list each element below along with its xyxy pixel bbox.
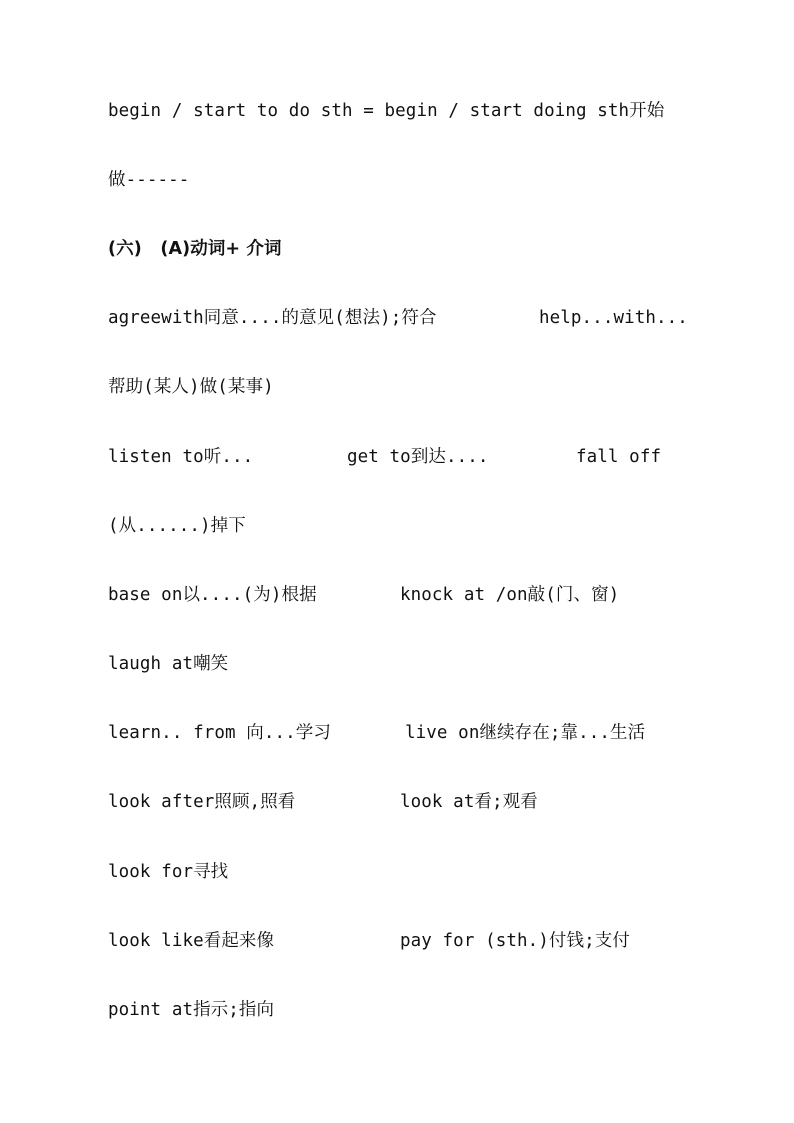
phrase-laugh-at: laugh at嘲笑 bbox=[108, 654, 229, 674]
line-text: begin / start to do sth = begin / start doing sth开始 bbox=[108, 101, 665, 121]
phrase-base-on: base on以....(为)根据 bbox=[108, 585, 317, 605]
phrase-learn-from: learn.. from 向...学习 bbox=[108, 723, 331, 743]
line-text: 做------ bbox=[108, 170, 190, 190]
phrase-listen-to: listen to听... bbox=[108, 447, 254, 467]
phrase-help-with: help...with... bbox=[539, 308, 688, 328]
phrase-fall-off: fall off bbox=[576, 447, 662, 467]
text-line-point-at bbox=[108, 998, 275, 1070]
phrase-agree-with: agreewith同意....的意见(想法);符合 bbox=[108, 308, 437, 328]
line-text: (从......)掉下 bbox=[108, 516, 246, 536]
line-text: 帮助(某人)做(某事) bbox=[108, 377, 274, 397]
section-heading bbox=[108, 237, 282, 309]
text-line-laugh-at bbox=[108, 652, 229, 724]
text-line-fall-meaning bbox=[108, 514, 246, 586]
phrase-look-like: look like看起来像 bbox=[108, 931, 275, 951]
phrase-get-to: get to到达.... bbox=[347, 447, 489, 467]
phrase-knock-at: knock at /on敲(门、窗) bbox=[400, 585, 620, 605]
phrase-look-at: look at看;观看 bbox=[400, 792, 538, 812]
text-line-look-for bbox=[108, 860, 229, 932]
phrase-look-after: look after照顾,照看 bbox=[108, 792, 296, 812]
heading-text: (六) (A)动词+ 介词 bbox=[108, 239, 282, 259]
text-line-begin-start bbox=[108, 99, 665, 171]
text-line-help-meaning bbox=[108, 375, 274, 447]
phrase-pay-for: pay for (sth.)付钱;支付 bbox=[400, 931, 630, 951]
text-line-zuo bbox=[108, 168, 190, 240]
phrase-point-at: point at指示;指向 bbox=[108, 1000, 275, 1020]
phrase-live-on: live on继续存在;靠...生活 bbox=[405, 723, 646, 743]
phrase-look-for: look for寻找 bbox=[108, 862, 229, 882]
